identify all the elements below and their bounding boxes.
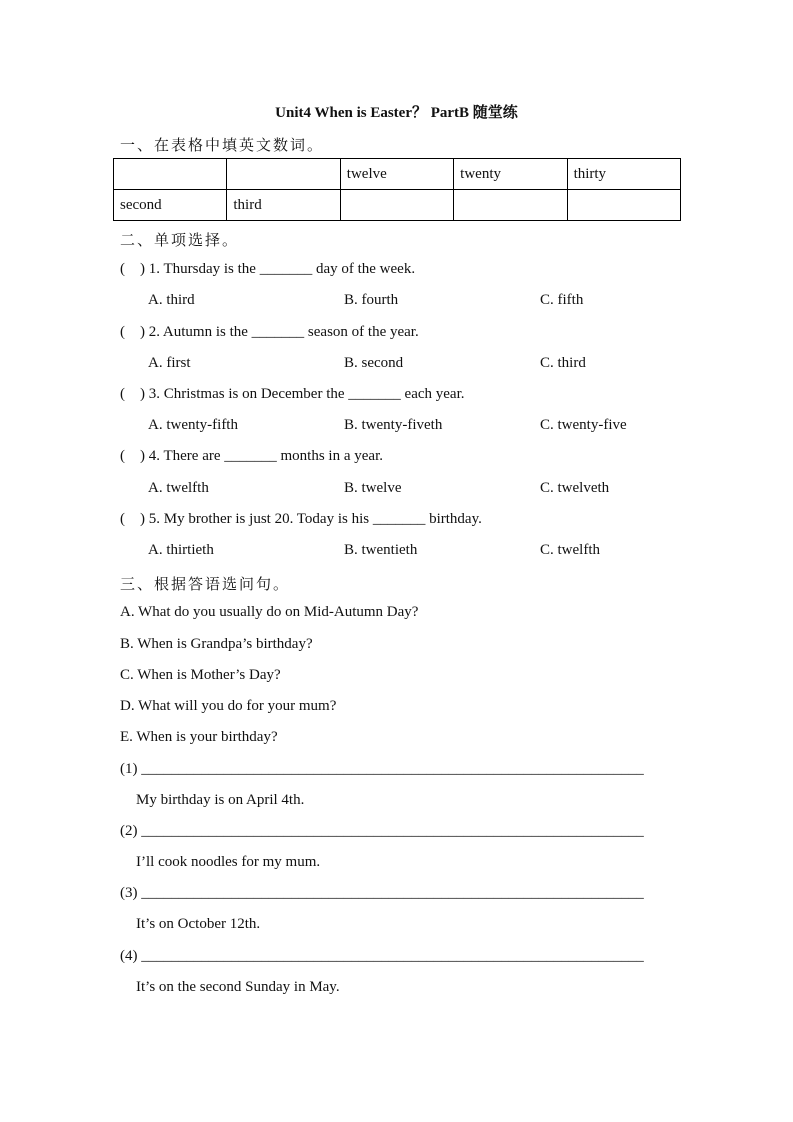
answer-blank[interactable]: (1) ___________________________________________________________________ — [120, 761, 644, 777]
answer-text: My birthday is on April 4th. — [136, 792, 305, 808]
question-option: D. What will you do for your mum? — [120, 698, 337, 714]
option-a: A. thirtieth — [148, 542, 214, 558]
option-a: A. twelfth — [148, 480, 209, 496]
option-a: A. first — [148, 355, 191, 371]
answer-blank[interactable]: (2) ___________________________________________________________________ — [120, 823, 644, 839]
question-stem: ( ) 1. Thursday is the _______ day of the week. — [120, 261, 416, 277]
table-cell[interactable] — [114, 159, 227, 190]
option-c: C. third — [540, 355, 586, 371]
answer-blank[interactable]: (4) ___________________________________________________________________ — [120, 948, 644, 964]
table-cell[interactable] — [454, 190, 567, 221]
table-cell: second — [114, 190, 227, 221]
answer-blank[interactable]: (3) ___________________________________________________________________ — [120, 885, 644, 901]
table-cell[interactable] — [567, 190, 680, 221]
numbers-table — [113, 158, 681, 221]
question-stem: ( ) 3. Christmas is on December the _______ each year. — [120, 386, 465, 402]
option-c: C. twelfth — [540, 542, 600, 558]
table-row — [114, 159, 681, 190]
section2-heading: 二、单项选择。 — [120, 233, 240, 249]
table-cell[interactable] — [340, 190, 453, 221]
question-stem: ( ) 4. There are _______ months in a year. — [120, 448, 383, 464]
question-option: B. When is Grandpa’s birthday? — [120, 636, 313, 652]
table-cell: twelve — [340, 159, 453, 190]
question-stem: ( ) 5. My brother is just 20. Today is his _______ birthday. — [120, 511, 482, 527]
table-cell: twenty — [454, 159, 567, 190]
option-b: B. second — [344, 355, 404, 371]
section3-heading: 三、根据答语选问句。 — [120, 577, 291, 593]
section1-heading: 一、在表格中填英文数词。 — [120, 138, 325, 154]
table-row — [114, 190, 681, 221]
option-b: B. twenty-fiveth — [344, 417, 443, 433]
option-c: C. twenty-five — [540, 417, 627, 433]
option-b: B. twentieth — [344, 542, 418, 558]
table-cell[interactable] — [227, 159, 340, 190]
page-title: Unit4 When is Easter？ PartB 随堂练 — [275, 105, 518, 121]
question-option: C. When is Mother’s Day? — [120, 667, 281, 683]
question-stem: ( ) 2. Autumn is the _______ season of the year. — [120, 324, 419, 340]
option-a: A. third — [148, 292, 195, 308]
option-c: C. twelveth — [540, 480, 610, 496]
option-a: A. twenty-fifth — [148, 417, 238, 433]
question-option: E. When is your birthday? — [120, 729, 278, 745]
answer-text: It’s on the second Sunday in May. — [136, 979, 340, 995]
answer-text: I’ll cook noodles for my mum. — [136, 854, 321, 870]
option-b: B. fourth — [344, 292, 399, 308]
option-b: B. twelve — [344, 480, 402, 496]
question-option: A. What do you usually do on Mid-Autumn Day? — [120, 604, 419, 620]
table-cell: third — [227, 190, 340, 221]
table-cell: thirty — [567, 159, 680, 190]
answer-text: It’s on October 12th. — [136, 916, 261, 932]
option-c: C. fifth — [540, 292, 584, 308]
